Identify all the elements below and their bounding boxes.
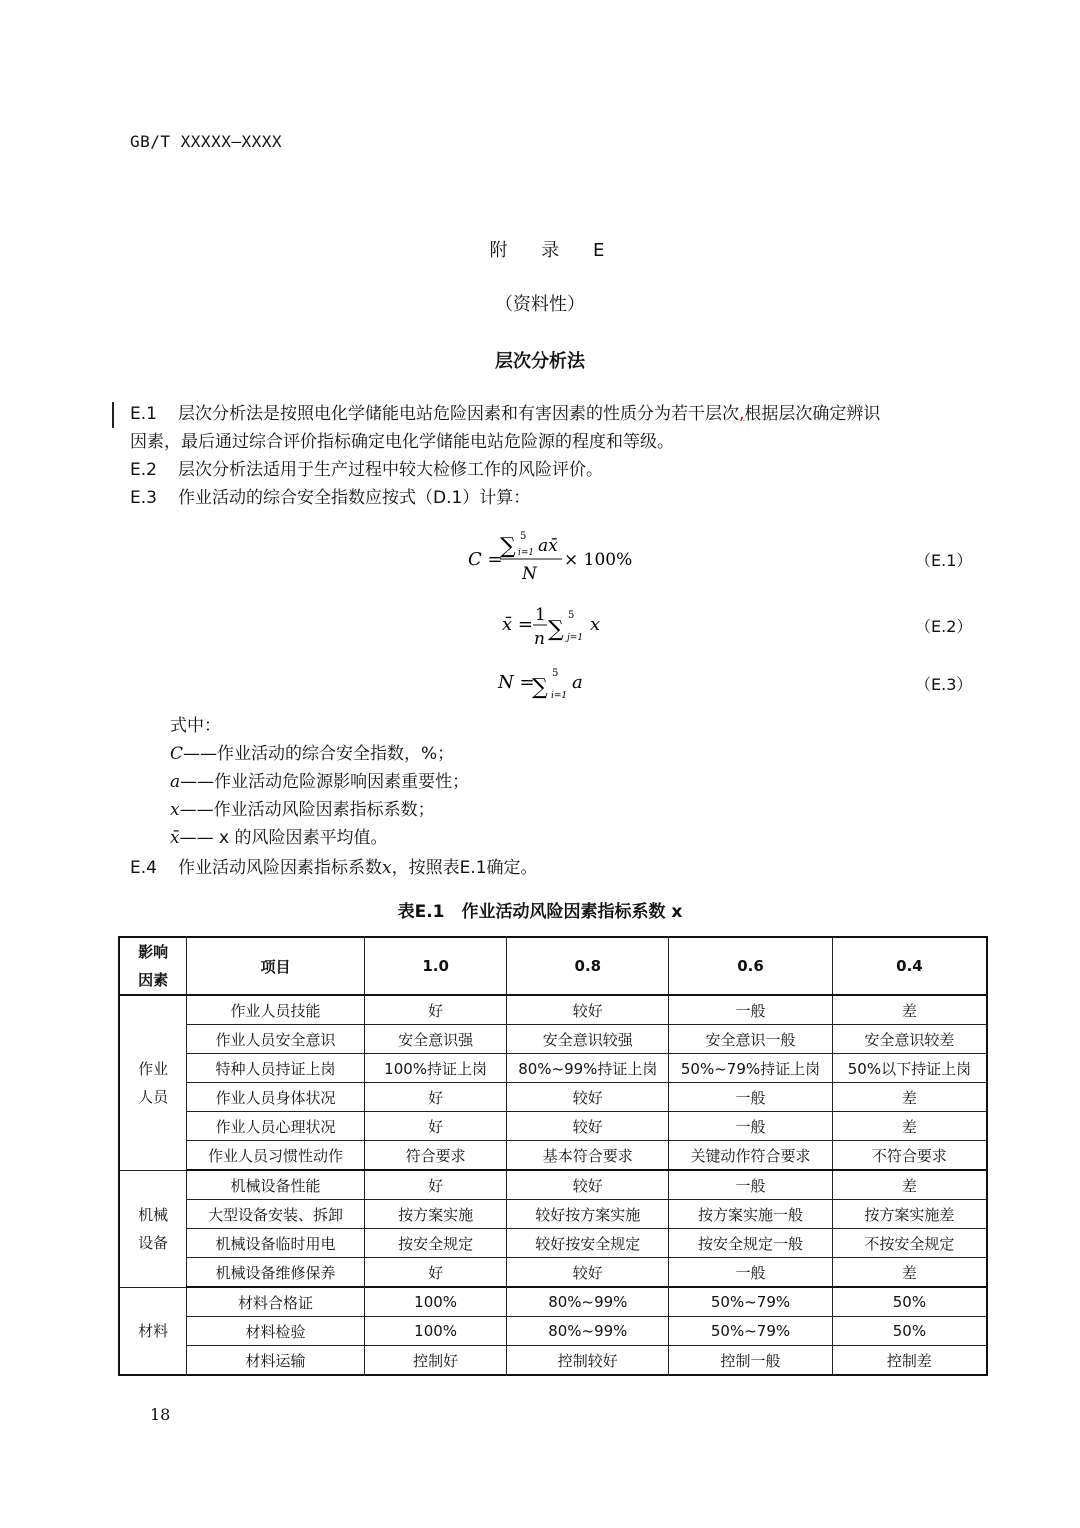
table-row xyxy=(119,1200,987,1229)
clause-number: E.4 xyxy=(130,858,157,878)
value-cell: 按方案实施差 xyxy=(832,1200,987,1229)
clause-text: 根据层次确定辨识 xyxy=(744,404,881,424)
value-cell: 50% xyxy=(832,1317,987,1346)
clause-text: 作业活动风险因素指标系数 xyxy=(178,858,382,878)
header-cell: 0.6 xyxy=(669,937,833,995)
sum-upper: 5 xyxy=(552,668,559,679)
value-cell: 较好 xyxy=(507,1083,669,1112)
appendix-title: 附 录 E xyxy=(489,240,619,261)
value-cell: 好 xyxy=(364,1112,507,1141)
table-row xyxy=(119,1025,987,1054)
value-cell: 100% xyxy=(364,1287,507,1317)
sum-upper: 5 xyxy=(568,610,575,621)
item-cell: 机械设备维修保养 xyxy=(187,1258,364,1288)
table-caption: 表E.1 作业活动风险因素指标系数 x xyxy=(397,902,683,922)
item-cell: 材料运输 xyxy=(187,1346,364,1376)
sum-symbol: ∑ xyxy=(548,617,564,642)
factor-category: 作业 人员 xyxy=(119,995,187,1170)
sum-upper: 5 xyxy=(520,531,527,542)
value-cell: 50%~79% xyxy=(669,1287,833,1317)
table-row xyxy=(119,1229,987,1258)
table-row xyxy=(119,1317,987,1346)
value-cell: 一般 xyxy=(669,1112,833,1141)
table-row xyxy=(119,1346,987,1376)
equation-number: （E.3） xyxy=(915,675,973,694)
table-row xyxy=(119,1054,987,1083)
value-cell: 一般 xyxy=(669,1170,833,1200)
clause-text: 作业活动的综合安全指数应按式（D.1）计算： xyxy=(178,488,531,508)
value-cell: 80%~99% xyxy=(507,1317,669,1346)
formula-tail: × 100% xyxy=(564,550,633,570)
value-cell: 控制一般 xyxy=(669,1346,833,1376)
value-cell: 符合要求 xyxy=(364,1141,507,1171)
formula-tail: x xyxy=(590,614,601,635)
value-cell: 较好按方案实施 xyxy=(507,1200,669,1229)
factor-category: 机械 设备 xyxy=(119,1170,187,1287)
risk-factor-table xyxy=(118,936,988,1376)
formula-e3 xyxy=(494,660,604,704)
item-cell: 作业人员身体状况 xyxy=(187,1083,364,1112)
value-cell: 控制差 xyxy=(832,1346,987,1376)
value-cell: 50%以下持证上岗 xyxy=(832,1054,987,1083)
item-cell: 作业人员习惯性动作 xyxy=(187,1141,364,1171)
table-row xyxy=(119,1112,987,1141)
formula-numerator: ax̄ xyxy=(538,536,558,556)
sum-symbol: ∑ xyxy=(532,675,548,700)
value-cell: 好 xyxy=(364,995,507,1025)
equation-number: （E.1） xyxy=(915,551,973,570)
value-cell: 好 xyxy=(364,1170,507,1200)
value-cell: 按方案实施 xyxy=(364,1200,507,1229)
value-cell: 一般 xyxy=(669,1258,833,1288)
clause-e1 xyxy=(130,400,980,456)
factor-category: 材料 xyxy=(119,1287,187,1375)
clause-e2 xyxy=(130,456,980,484)
item-cell: 机械设备临时用电 xyxy=(187,1229,364,1258)
value-cell: 一般 xyxy=(669,995,833,1025)
value-cell: 一般 xyxy=(669,1083,833,1112)
value-cell: 差 xyxy=(832,1258,987,1288)
where-item: x̄—— x 的风险因素平均值。 xyxy=(170,828,388,848)
clause-e4 xyxy=(130,854,980,882)
value-cell: 按安全规定 xyxy=(364,1229,507,1258)
clause-number: E.2 xyxy=(130,460,157,480)
equation-number: （E.2） xyxy=(915,617,973,636)
clause-text: 层次分析法是按照电化学储能电站危险因素和有害因素的性质分为若干层次 xyxy=(178,404,739,424)
value-cell: 控制较好 xyxy=(507,1346,669,1376)
value-cell: 差 xyxy=(832,1083,987,1112)
value-cell: 较好按安全规定 xyxy=(507,1229,669,1258)
symbol: x xyxy=(170,800,180,820)
header-cell: 项目 xyxy=(187,937,364,995)
where-item: a——作业活动危险源影响因素重要性； xyxy=(170,772,470,792)
formula-lhs: x̄ = xyxy=(502,614,533,635)
clause-text: 因素，最后通过综合评价指标确定电化学储能电站危险源的程度和等级。 xyxy=(130,432,674,452)
value-cell: 差 xyxy=(832,995,987,1025)
value-cell: 差 xyxy=(832,1112,987,1141)
value-cell: 好 xyxy=(364,1083,507,1112)
symbol: a xyxy=(170,772,181,792)
value-cell: 100% xyxy=(364,1317,507,1346)
clause-e3 xyxy=(130,484,980,512)
item-cell: 材料检验 xyxy=(187,1317,364,1346)
table-row xyxy=(119,1170,987,1200)
sum-lower: j=1 xyxy=(567,633,584,643)
clause-number: E.1 xyxy=(130,404,157,424)
value-cell: 80%~99% xyxy=(507,1287,669,1317)
value-cell: 按安全规定一般 xyxy=(669,1229,833,1258)
formula-tail: a xyxy=(572,672,583,693)
item-cell: 作业人员技能 xyxy=(187,995,364,1025)
value-cell: 50%~79%持证上岗 xyxy=(669,1054,833,1083)
item-cell: 作业人员心理状况 xyxy=(187,1112,364,1141)
sum-lower: i=1 xyxy=(551,691,568,701)
clause-text: ，按照表E.1确定。 xyxy=(391,858,538,878)
value-cell: 按方案实施一般 xyxy=(669,1200,833,1229)
table-row xyxy=(119,1287,987,1317)
sum-symbol: ∑ xyxy=(500,534,516,559)
header-cell: 0.4 xyxy=(832,937,987,995)
fraction-denominator: n xyxy=(534,629,545,649)
item-cell: 特种人员持证上岗 xyxy=(187,1054,364,1083)
value-cell: 较好 xyxy=(507,1258,669,1288)
table-row xyxy=(119,1258,987,1288)
change-bar xyxy=(112,402,114,428)
value-cell: 关键动作符合要求 xyxy=(669,1141,833,1171)
revision-mark: , xyxy=(739,404,745,424)
value-cell: 较好 xyxy=(507,995,669,1025)
where-item: x——作业活动风险因素指标系数； xyxy=(170,800,435,820)
header-cell: 1.0 xyxy=(364,937,507,995)
value-cell: 不符合要求 xyxy=(832,1141,987,1171)
where-item: C——作业活动的综合安全指数，%； xyxy=(170,744,455,764)
formula-denominator: N xyxy=(522,564,537,584)
table-header-row xyxy=(119,937,987,995)
formula-lhs: N = xyxy=(498,672,535,693)
value-cell: 安全意识一般 xyxy=(669,1025,833,1054)
item-cell: 作业人员安全意识 xyxy=(187,1025,364,1054)
value-cell: 较好 xyxy=(507,1170,669,1200)
value-cell: 安全意识较差 xyxy=(832,1025,987,1054)
clause-text: 层次分析法适用于生产过程中较大检修工作的风险评价。 xyxy=(178,460,603,480)
header-cell: 0.8 xyxy=(507,937,669,995)
value-cell: 安全意识较强 xyxy=(507,1025,669,1054)
clause-number: E.3 xyxy=(130,488,157,508)
value-cell: 安全意识强 xyxy=(364,1025,507,1054)
item-cell: 机械设备性能 xyxy=(187,1170,364,1200)
sum-lower: i=1 xyxy=(518,548,535,558)
value-cell: 控制好 xyxy=(364,1346,507,1376)
item-cell: 大型设备安装、拆卸 xyxy=(187,1200,364,1229)
formula-e1 xyxy=(460,525,650,585)
header-cell: 影响 因素 xyxy=(119,937,187,995)
formula-lhs: C = xyxy=(468,549,503,570)
clause-var: x xyxy=(382,858,392,878)
page-number: 18 xyxy=(150,1405,171,1424)
fraction-numerator: 1 xyxy=(535,605,546,625)
value-cell: 100%持证上岗 xyxy=(364,1054,507,1083)
item-cell: 材料合格证 xyxy=(187,1287,364,1317)
value-cell: 50% xyxy=(832,1287,987,1317)
document-header: GB/T XXXXX—XXXX xyxy=(130,132,282,151)
symbol: x̄ xyxy=(170,828,180,848)
value-cell: 基本符合要求 xyxy=(507,1141,669,1171)
table-row xyxy=(119,995,987,1025)
symbol: C xyxy=(170,744,184,764)
value-cell: 差 xyxy=(832,1170,987,1200)
value-cell: 80%~99%持证上岗 xyxy=(507,1054,669,1083)
value-cell: 50%~79% xyxy=(669,1317,833,1346)
value-cell: 好 xyxy=(364,1258,507,1288)
appendix-nature: （资料性） xyxy=(495,294,585,315)
value-cell: 不按安全规定 xyxy=(832,1229,987,1258)
value-cell: 较好 xyxy=(507,1112,669,1141)
appendix-heading: 层次分析法 xyxy=(495,351,585,372)
formula-e2 xyxy=(498,598,618,650)
table-row xyxy=(119,1083,987,1112)
table-row xyxy=(119,1141,987,1171)
where-intro: 式中： xyxy=(170,716,221,736)
